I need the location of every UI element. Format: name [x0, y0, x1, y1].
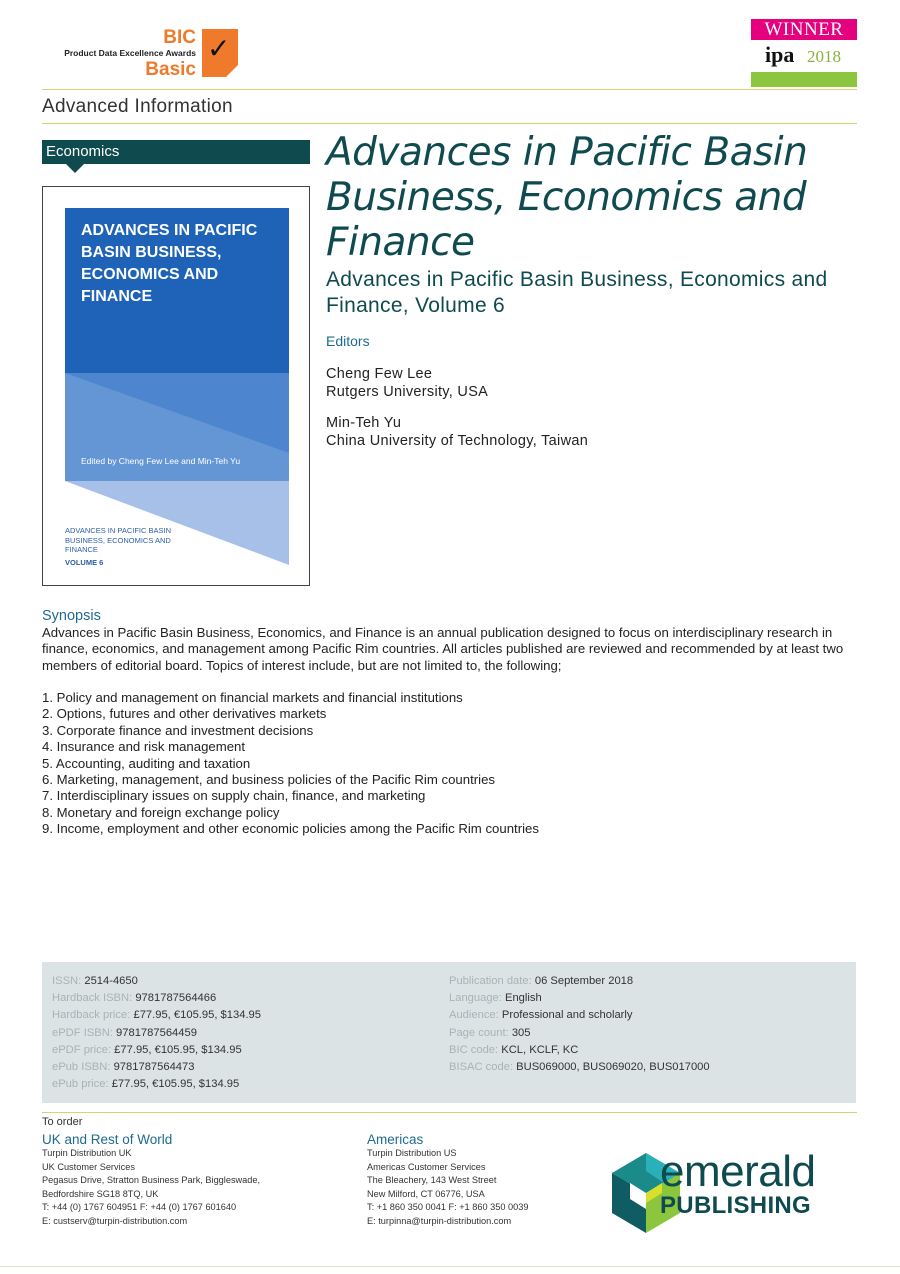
product-details-box: [42, 962, 856, 1103]
cover-title: ADVANCES IN PACIFIC BASIN BUSINESS, ECONOMICS AND FINANCE: [81, 222, 258, 305]
editor-affiliation: Rutgers University, USA: [326, 384, 489, 400]
detail-row: ePub ISBN: 9781787564473: [52, 1061, 195, 1074]
category-tab-pointer: [66, 164, 84, 173]
americas-order-contact: Americas Turpin Distribution US Americas Customer Services The Bleachery, 143 West Street New Milford, CT 06776, USA T: +1 860 350 0041 F: +1 860 350 0039 E: turpinna@turpin-distribution.com: [367, 1132, 528, 1229]
ipa-winner-badge: [751, 19, 857, 87]
detail-row: Page count: 305: [449, 1026, 531, 1039]
editors-label: Editors: [326, 333, 370, 349]
list-item: 7. Interdisciplinary issues on supply chain, finance, and marketing: [42, 788, 426, 804]
section-divider: [42, 123, 857, 124]
list-item: 5. Accounting, auditing and taxation: [42, 755, 251, 771]
bic-logo-line3: Basic: [145, 58, 196, 80]
list-item: 4. Insurance and risk management: [42, 739, 246, 755]
cover-volume: VOLUME 6: [65, 558, 104, 566]
list-item: 8. Monetary and foreign exchange policy: [42, 804, 280, 820]
detail-row: ISSN: 2514-4650: [52, 975, 138, 987]
book-title: Advances in Pacific Basin Business, Economics and Finance: [326, 130, 808, 265]
page-section-title: Advanced Information: [42, 96, 233, 117]
category-tab: Economics: [42, 140, 310, 164]
uk-order-contact: UK and Rest of World Turpin Distribution UK UK Customer Services Pegasus Drive, Stratton Business Park, Biggleswade, Bedfordshire SG18 8TQ, UK T: +44 (0) 1767 604951 F: +44 (0) 1767 601640 E: custserv@turpin-distribution.com: [42, 1132, 260, 1229]
email-link[interactable]: E: turpinna@turpin-distribution.com: [367, 1215, 512, 1226]
list-item: 1. Policy and management on financial markets and financial institutions: [42, 690, 463, 705]
editor-name: Min-Teh Yu: [326, 415, 402, 431]
list-item: 9. Income, employment and other economic policies among the Pacific Rim countries: [42, 821, 539, 837]
details-right-column: [449, 973, 710, 1076]
synopsis-label: Synopsis: [42, 608, 101, 624]
detail-row: ePDF price: £77.95, €105.95, $134.95: [52, 1043, 242, 1056]
details-left-column: [52, 973, 261, 1093]
email-link[interactable]: E: custserv@turpin-distribution.com: [42, 1215, 188, 1226]
editor-entry: [326, 365, 488, 401]
detail-row: Hardback price: £77.95, €105.95, $134.95: [52, 1009, 261, 1022]
detail-row: ePub price: £77.95, €105.95, $134.95: [52, 1078, 240, 1091]
region-heading: Americas: [367, 1132, 424, 1147]
order-divider: [42, 1112, 857, 1113]
bic-logo-line2: Product Data Excellence Awards: [64, 48, 196, 58]
editor-name: Cheng Few Lee: [326, 366, 433, 382]
checkmark-icon: ✓: [202, 29, 238, 77]
region-heading: UK and Rest of World: [42, 1132, 173, 1147]
ipa-logo: ipa: [765, 42, 795, 67]
synopsis-text: Advances in Pacific Basin Business, Economics, and Finance is an annual publication designed to focus on interdisciplinary research in finance, economics, and management among Pacific Rim countries. All articles published are reviewed and recommended by at least two members of editorial board. Topics of interest include, but are not limited to, the following;: [42, 625, 844, 673]
award-year: 2018: [807, 47, 841, 66]
detail-row: BIC code: KCL, KCLF, KC: [449, 1043, 579, 1056]
detail-row: BISAC code: BUS069000, BUS069020, BUS017000: [449, 1061, 710, 1074]
detail-row: Audience: Professional and scholarly: [449, 1009, 633, 1022]
publisher-logo-sub: PUBLISHING: [660, 1192, 812, 1219]
book-cover: [65, 208, 289, 566]
detail-row: Publication date: 06 September 2018: [449, 975, 634, 987]
topics-list: [42, 690, 857, 838]
bic-award-logo: [56, 28, 196, 79]
header-divider: [42, 89, 857, 90]
list-item: 2. Options, futures and other derivatives markets: [42, 706, 327, 722]
publisher-logo-word: emerald: [660, 1147, 816, 1196]
detail-row: Hardback ISBN: 9781787564466: [52, 992, 217, 1005]
bic-logo-line1: BIC: [163, 27, 196, 48]
to-order-label: To order: [42, 1116, 83, 1128]
editor-affiliation: China University of Technology, Taiwan: [326, 433, 589, 449]
detail-row: ePDF ISBN: 9781787564459: [52, 1026, 197, 1039]
footer-divider: [0, 1266, 900, 1267]
list-item: 6. Marketing, management, and business policies of the Pacific Rim countries: [42, 772, 495, 788]
cover-editors: Edited by Cheng Few Lee and Min-Teh Yu: [81, 456, 241, 466]
winner-label: WINNER: [751, 19, 857, 40]
cover-series-name: ADVANCES IN PACIFIC BASIN BUSINESS, ECONOMICS AND FINANCE: [65, 526, 171, 554]
list-item: 3. Corporate finance and investment decisions: [42, 722, 314, 738]
detail-row: Language: English: [449, 992, 542, 1005]
editor-entry: [326, 414, 588, 450]
book-subtitle: Advances in Pacific Basin Business, Economics and Finance, Volume 6: [326, 268, 828, 317]
